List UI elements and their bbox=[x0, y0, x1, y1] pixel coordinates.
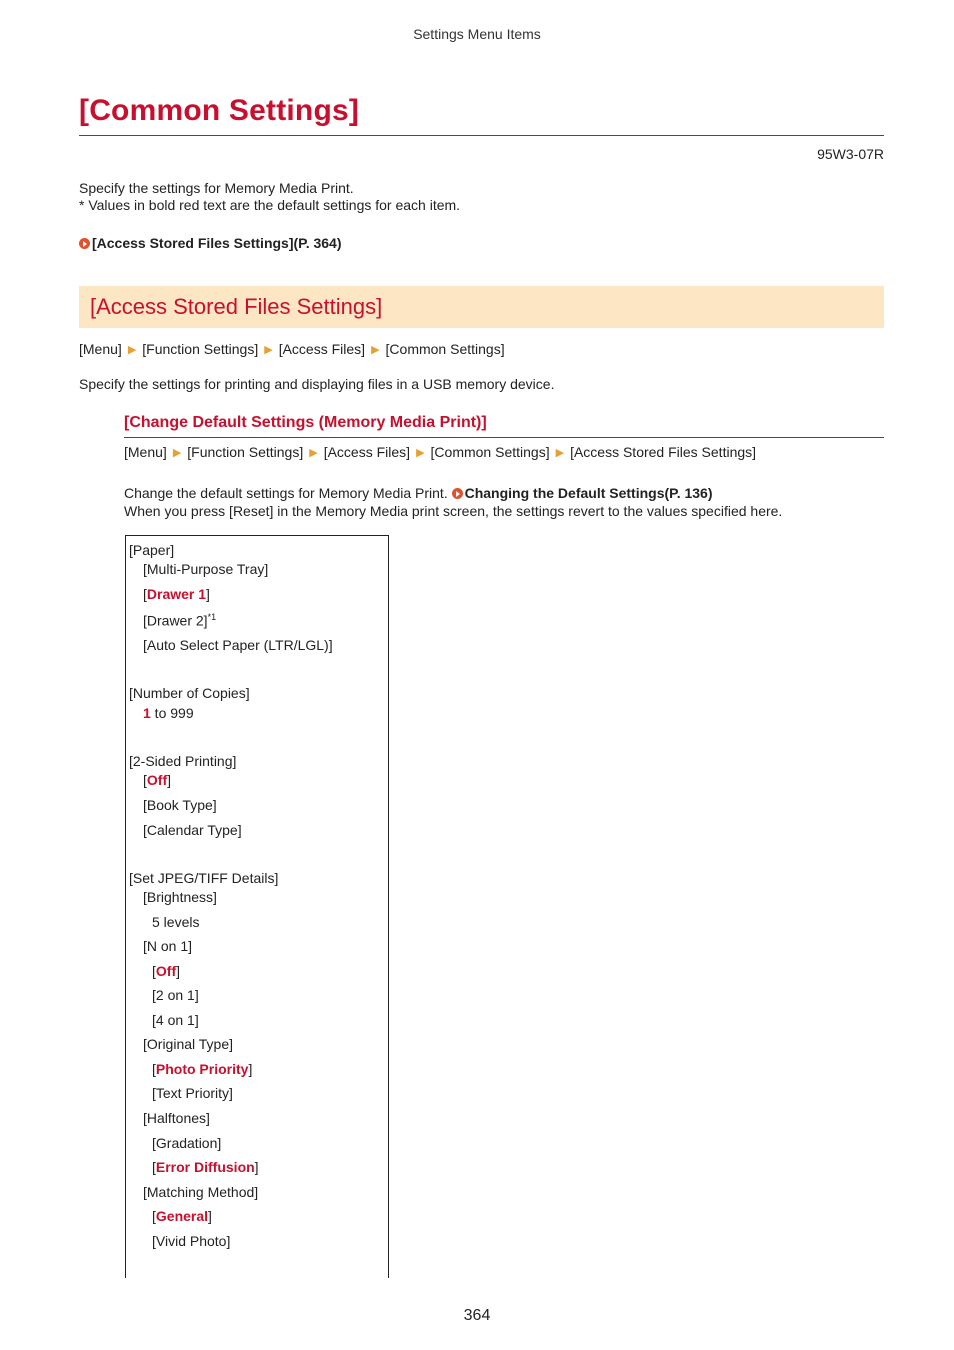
setting-paper: [Paper] bbox=[129, 542, 175, 558]
option-photo-priority: [Photo Priority] bbox=[152, 1061, 253, 1077]
setting-2-sided-printing: [2-Sided Printing] bbox=[129, 753, 237, 769]
default-value: Photo Priority bbox=[155, 1061, 249, 1077]
option-drawer-2 bbox=[143, 612, 216, 629]
link-arrow-icon bbox=[452, 488, 463, 499]
crumb-access-files: [Access Files] bbox=[323, 444, 411, 460]
option-vivid-photo: [Vivid Photo] bbox=[152, 1233, 231, 1249]
changing-defaults-link[interactable] bbox=[452, 485, 713, 501]
crumb-function-settings: [Function Settings] bbox=[187, 444, 304, 460]
subsection-breadcrumb bbox=[124, 444, 756, 460]
default-value: Off bbox=[146, 772, 168, 788]
option-off: [Off] bbox=[143, 772, 171, 788]
option-error-diffusion: [Error Diffusion] bbox=[152, 1159, 259, 1175]
option-halftones: [Halftones] bbox=[143, 1110, 210, 1126]
default-value: 1 bbox=[143, 705, 151, 721]
option-n-on-1: [N on 1] bbox=[143, 938, 193, 954]
option-gradation: [Gradation] bbox=[152, 1135, 222, 1151]
triangle-right-icon: ▶ bbox=[172, 447, 182, 459]
page-title: [Common Settings] bbox=[79, 94, 360, 127]
default-value: Drawer 1 bbox=[146, 586, 207, 602]
option-brightness-levels: 5 levels bbox=[152, 914, 200, 930]
crumb-common-settings: [Common Settings] bbox=[430, 444, 550, 460]
option-text-priority: [Text Priority] bbox=[152, 1085, 233, 1101]
option-n-on-1-off: [Off] bbox=[152, 963, 180, 979]
crumb-menu: [Menu] bbox=[124, 444, 167, 460]
subsection-text: Change the default settings for Memory Media Print. bbox=[124, 485, 448, 501]
section-heading-band bbox=[79, 286, 884, 328]
crumb-menu: [Menu] bbox=[79, 341, 122, 357]
triangle-right-icon: ▶ bbox=[555, 447, 565, 459]
link-arrow-icon bbox=[79, 238, 90, 249]
range-text: to 999 bbox=[150, 705, 194, 721]
option-drawer-1: [Drawer 1] bbox=[143, 586, 210, 602]
subsection-rule bbox=[124, 437, 884, 438]
crumb-access-stored-files: [Access Stored Files Settings] bbox=[570, 444, 757, 460]
triangle-right-icon: ▶ bbox=[309, 447, 318, 459]
default-value: General bbox=[155, 1208, 209, 1224]
document-id: 95W3-07R bbox=[817, 146, 884, 162]
toc-link[interactable] bbox=[79, 235, 342, 251]
triangle-right-icon: ▶ bbox=[127, 344, 137, 356]
crumb-access-files: [Access Files] bbox=[278, 341, 366, 357]
triangle-right-icon: ▶ bbox=[416, 447, 425, 459]
option-calendar-type: [Calendar Type] bbox=[143, 822, 242, 838]
toc-link-text: [Access Stored Files Settings](P. 364) bbox=[92, 235, 342, 251]
section-breadcrumb bbox=[79, 341, 505, 357]
option-auto-select-paper: [Auto Select Paper (LTR/LGL)] bbox=[143, 637, 333, 653]
triangle-right-icon: ▶ bbox=[264, 344, 273, 356]
crumb-function-settings: [Function Settings] bbox=[142, 341, 259, 357]
default-value: Error Diffusion bbox=[155, 1159, 255, 1175]
default-value: Off bbox=[155, 963, 177, 979]
subsection-line-1 bbox=[124, 485, 713, 502]
option-general: [General] bbox=[152, 1208, 212, 1224]
section-description: Specify the settings for printing and displaying files in a USB memory device. bbox=[79, 376, 555, 392]
subsection-heading: [Change Default Settings (Memory Media Print)] bbox=[124, 414, 487, 431]
subsection-line-2: When you press [Reset] in the Memory Media print screen, the settings revert to the values specified here. bbox=[124, 503, 783, 519]
option-4-on-1: [4 on 1] bbox=[152, 1012, 199, 1028]
crumb-common-settings: [Common Settings] bbox=[385, 341, 505, 357]
option-copies-range bbox=[143, 705, 194, 721]
option-2-on-1: [2 on 1] bbox=[152, 987, 199, 1003]
running-header: Settings Menu Items bbox=[413, 26, 541, 42]
footnote-marker: *1 bbox=[207, 612, 217, 622]
option-matching-method: [Matching Method] bbox=[143, 1184, 259, 1200]
option-brightness: [Brightness] bbox=[143, 889, 217, 905]
setting-number-of-copies: [Number of Copies] bbox=[129, 685, 250, 701]
changing-defaults-link-text: Changing the Default Settings(P. 136) bbox=[464, 485, 713, 501]
option-label: [Drawer 2] bbox=[143, 612, 208, 629]
triangle-right-icon: ▶ bbox=[371, 344, 380, 356]
option-original-type: [Original Type] bbox=[143, 1036, 234, 1052]
option-multi-purpose-tray: [Multi-Purpose Tray] bbox=[143, 561, 269, 577]
intro-line-2: * Values in bold red text are the default settings for each item. bbox=[79, 197, 461, 213]
option-book-type: [Book Type] bbox=[143, 797, 217, 813]
intro-line-1: Specify the settings for Memory Media Print. bbox=[79, 180, 354, 196]
page-number: 364 bbox=[463, 1307, 491, 1324]
title-rule bbox=[79, 135, 884, 136]
section-heading: [Access Stored Files Settings] bbox=[90, 294, 383, 319]
setting-jpeg-tiff-details: [Set JPEG/TIFF Details] bbox=[129, 870, 279, 886]
